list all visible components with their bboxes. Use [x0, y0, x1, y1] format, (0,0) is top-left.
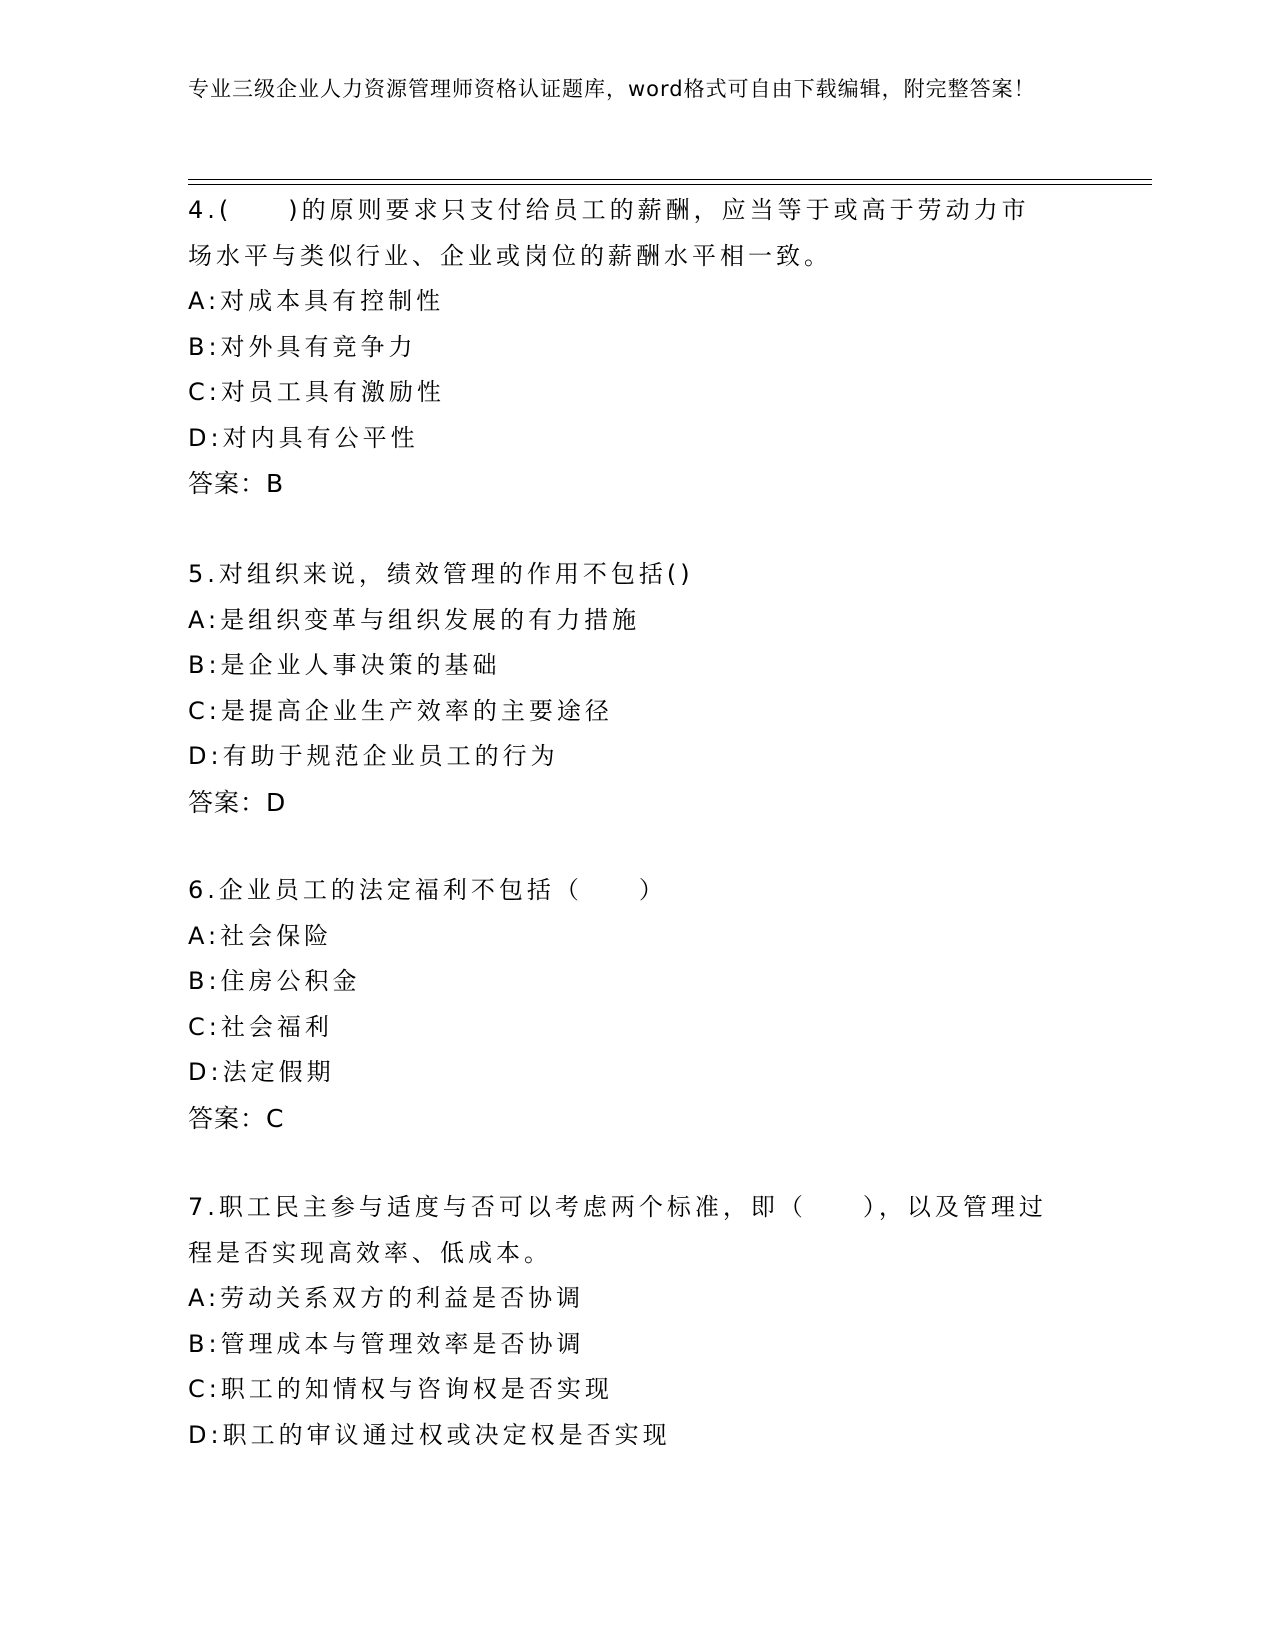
option-b: B:住房公积金 — [188, 967, 361, 995]
answer-text: 答案：C — [188, 1103, 285, 1133]
option-c: C:社会福利 — [188, 1012, 333, 1041]
option-d: D:对内具有公平性 — [188, 423, 419, 452]
option-c: C:是提高企业生产效率的主要途径 — [188, 696, 613, 725]
option-a: A:是组织变革与组织发展的有力措施 — [188, 605, 641, 634]
question-stem: 7.职工民主参与适度与否可以考虑两个标准，即（ ），以及管理过程是否实现高效率、低成本。 — [188, 1193, 1047, 1267]
option-b: B:对外具有竞争力 — [188, 332, 417, 361]
question-stem: 6.企业员工的法定福利不包括（ ） — [188, 876, 667, 904]
question-6 — [188, 868, 1088, 1141]
option-b: B:是企业人事决策的基础 — [188, 651, 501, 679]
option-d: D:职工的审议通过权或决定权是否实现 — [188, 1420, 671, 1449]
option-a: A:社会保险 — [188, 921, 333, 950]
option-b: B:管理成本与管理效率是否协调 — [188, 1329, 585, 1358]
answer-text: 答案：B — [188, 469, 285, 498]
header-divider-bottom — [188, 184, 1152, 185]
question-stem: 5.对组织来说，绩效管理的作用不包括() — [188, 560, 694, 588]
option-c: C:对员工具有激励性 — [188, 378, 445, 406]
answer-text: 答案：D — [188, 787, 287, 817]
document-header: 专业三级企业人力资源管理师资格认证题库，word格式可自由下载编辑，附完整答案！ — [188, 77, 1036, 101]
question-4 — [188, 188, 1088, 507]
option-a: A:对成本具有控制性 — [188, 287, 445, 315]
header-divider-top — [188, 179, 1152, 180]
question-7 — [188, 1185, 1088, 1458]
option-d: D:有助于规范企业员工的行为 — [188, 742, 559, 770]
question-5 — [188, 552, 1088, 825]
option-a: A:劳动关系双方的利益是否协调 — [188, 1284, 585, 1312]
option-d: D:法定假期 — [188, 1058, 335, 1086]
option-c: C:职工的知情权与咨询权是否实现 — [188, 1375, 613, 1403]
question-stem: 4.( )的原则要求只支付给员工的薪酬，应当等于或高于劳动力市场水平与类似行业、企业或岗位的薪酬水平相一致。 — [188, 196, 1030, 270]
